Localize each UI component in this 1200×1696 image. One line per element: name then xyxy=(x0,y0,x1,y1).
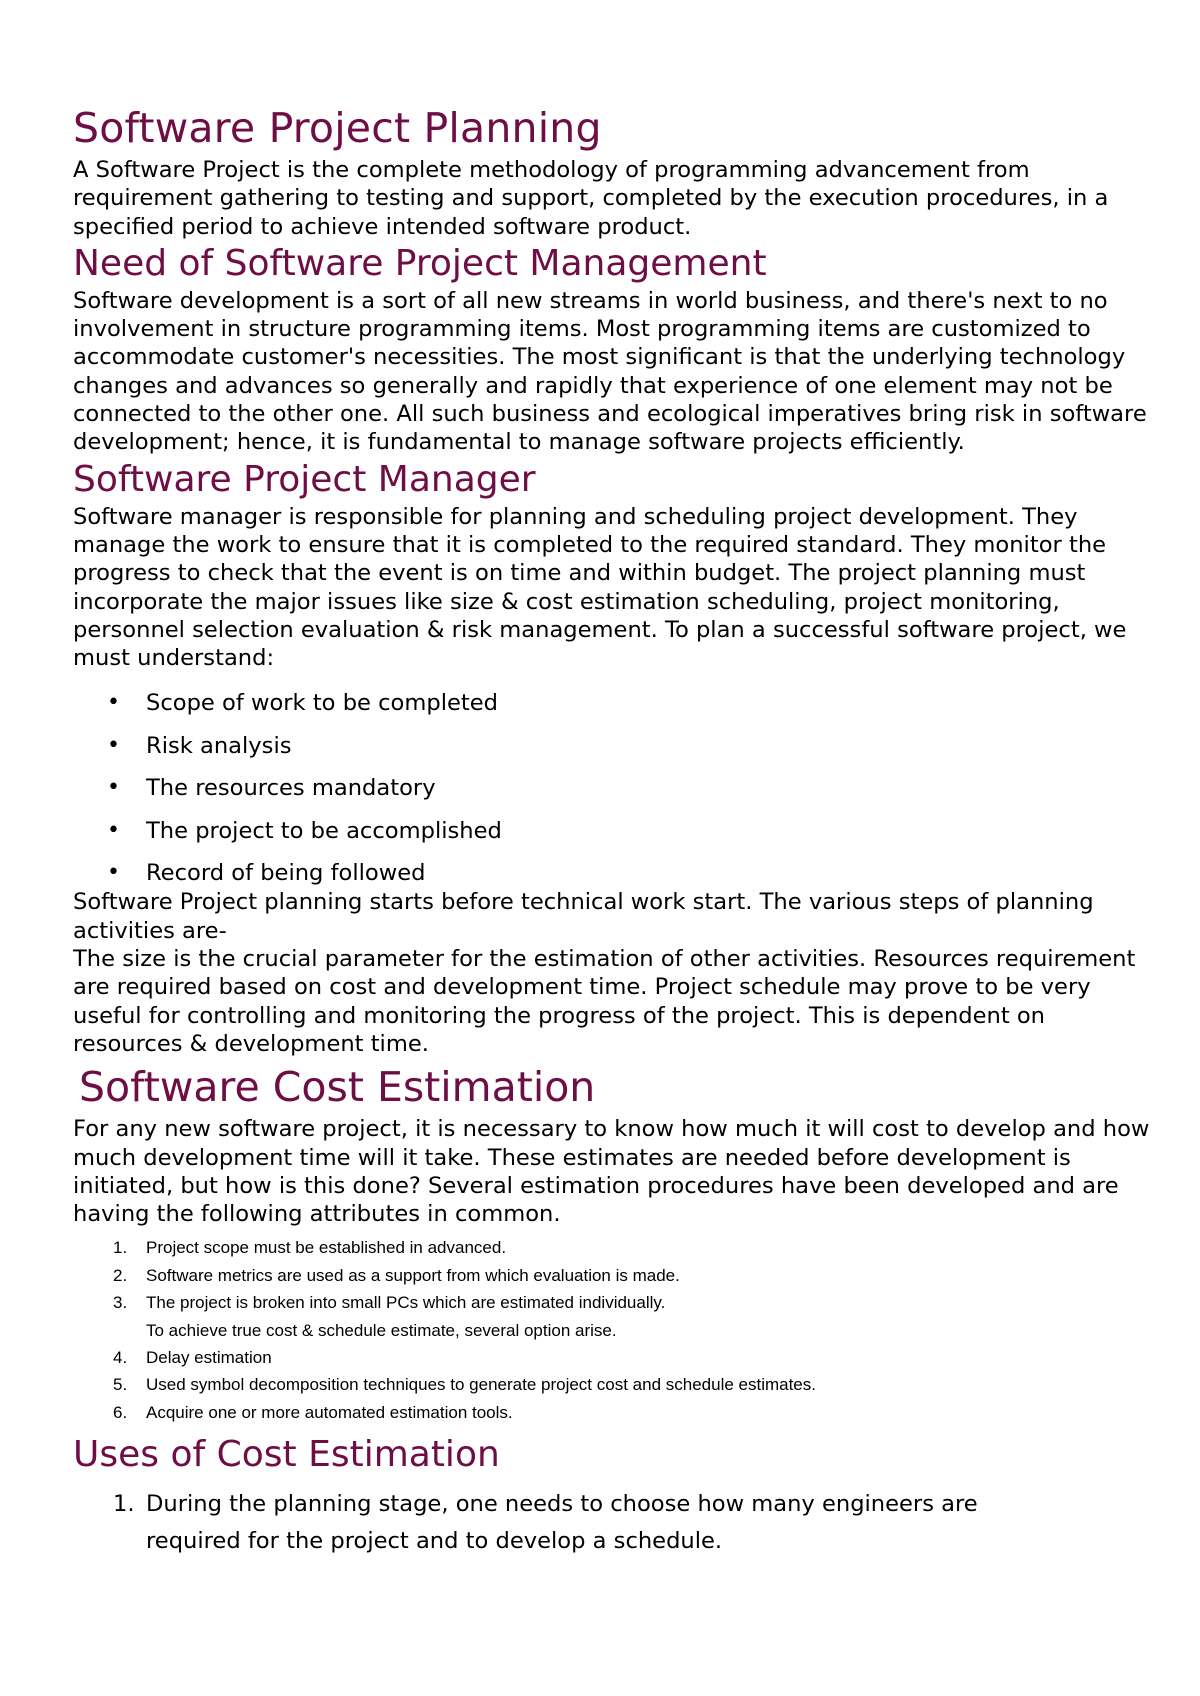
list-number: 1. xyxy=(113,1491,135,1518)
cost-paragraph: For any new software project, it is necessary to know how much it will cost to develop and how much development time will it take. These estimates are needed before development is initiated, but how is this done? Several estimation procedures have been developed and are having the following attributes in common. xyxy=(73,1116,1150,1228)
list-item xyxy=(73,1289,1153,1316)
manager-paragraph: Software manager is responsible for planning and scheduling project development. They manage the work to ensure that it is completed to the required standard. They monitor the progress to check that the event is on time and within budget. The project planning must incorporate the major issues like size & cost estimation scheduling, project monitoring, personnel selection evaluation & risk management. To plan a successful software project, we must understand: xyxy=(73,503,1127,672)
list-item xyxy=(73,1262,1153,1289)
list-item xyxy=(73,767,1153,810)
bullet-icon: • xyxy=(107,860,120,886)
list-item xyxy=(73,858,1153,888)
list-item-text: The project to be accomplished xyxy=(146,817,502,844)
understand-list xyxy=(73,682,1153,888)
list-item-text: The resources mandatory xyxy=(146,775,436,802)
list-item xyxy=(73,1371,1153,1398)
list-item-text: Delay estimation xyxy=(146,1348,272,1368)
list-number: 1. xyxy=(113,1238,128,1258)
list-item-text: Software metrics are used as a support from which evaluation is made. xyxy=(146,1265,680,1285)
bullet-icon: • xyxy=(107,690,120,716)
bullet-icon: • xyxy=(107,817,120,843)
cost-heading: Software Cost Estimation xyxy=(79,1063,596,1112)
list-item xyxy=(73,1317,1153,1344)
list-number: 3. xyxy=(113,1293,128,1313)
document-page xyxy=(73,100,1153,1559)
need-paragraph: Software development is a sort of all new streams in world business, and there's next to no involvement in structure programming items. Most programming items are customized to accommodate customer's necessities. The most significant is that the underlying technology changes and advances so generally and rapidly that experience of one element may not be connected to the other one. All such business and ecological imperatives bring risk in software development; hence, it is fundamental to manage software projects efficiently. xyxy=(73,287,1147,456)
list-item-text: The project is broken into small PCs which are estimated individually. xyxy=(146,1293,666,1313)
list-item-text: Scope of work to be completed xyxy=(146,690,498,717)
list-item-text: During the planning stage, one needs to choose how many engineers are required for the project and to develop a schedule. xyxy=(146,1491,978,1554)
list-item xyxy=(73,810,1153,853)
bullet-icon: • xyxy=(107,732,120,758)
list-item xyxy=(73,1399,1153,1426)
intro-paragraph: A Software Project is the complete methodology of programming advancement from requirement gathering to testing and support, completed by the execution procedures, in a specified period to achieve intended software product. xyxy=(73,157,1109,240)
bullet-icon: • xyxy=(107,775,120,801)
planning-paragraph: Software Project planning starts before technical work start. The various steps of planning activities are- xyxy=(73,889,1094,944)
list-item-text: Used symbol decomposition techniques to generate project cost and schedule estimates. xyxy=(146,1375,816,1395)
list-item-text: To achieve true cost & schedule estimate, several option arise. xyxy=(146,1320,617,1340)
list-item xyxy=(73,1486,1066,1559)
list-item xyxy=(73,1344,1153,1371)
list-item xyxy=(73,1234,1153,1261)
list-item-text: Risk analysis xyxy=(146,732,292,759)
uses-list xyxy=(73,1486,1153,1559)
need-heading: Need of Software Project Management xyxy=(73,242,767,284)
list-item-text: Project scope must be established in advanced. xyxy=(146,1238,507,1258)
list-number: 5. xyxy=(113,1375,128,1395)
page-title: Software Project Planning xyxy=(73,104,602,152)
cost-steps-list xyxy=(73,1234,1153,1426)
list-number: 6. xyxy=(113,1402,128,1422)
list-number: 4. xyxy=(113,1348,128,1368)
list-item xyxy=(73,725,1153,768)
size-paragraph: The size is the crucial parameter for the estimation of other activities. Resources requirement are required based on cost and development time. Project schedule may prove to be very useful for controlling and monitoring the progress of the project. This is dependent on resources & development time. xyxy=(73,946,1136,1057)
list-number: 2. xyxy=(113,1265,128,1285)
uses-heading: Uses of Cost Estimation xyxy=(73,1434,500,1476)
list-item-text: Record of being followed xyxy=(146,860,426,887)
manager-heading: Software Project Manager xyxy=(73,458,536,500)
list-item xyxy=(73,682,1153,725)
list-item-text: Acquire one or more automated estimation tools. xyxy=(146,1402,513,1422)
